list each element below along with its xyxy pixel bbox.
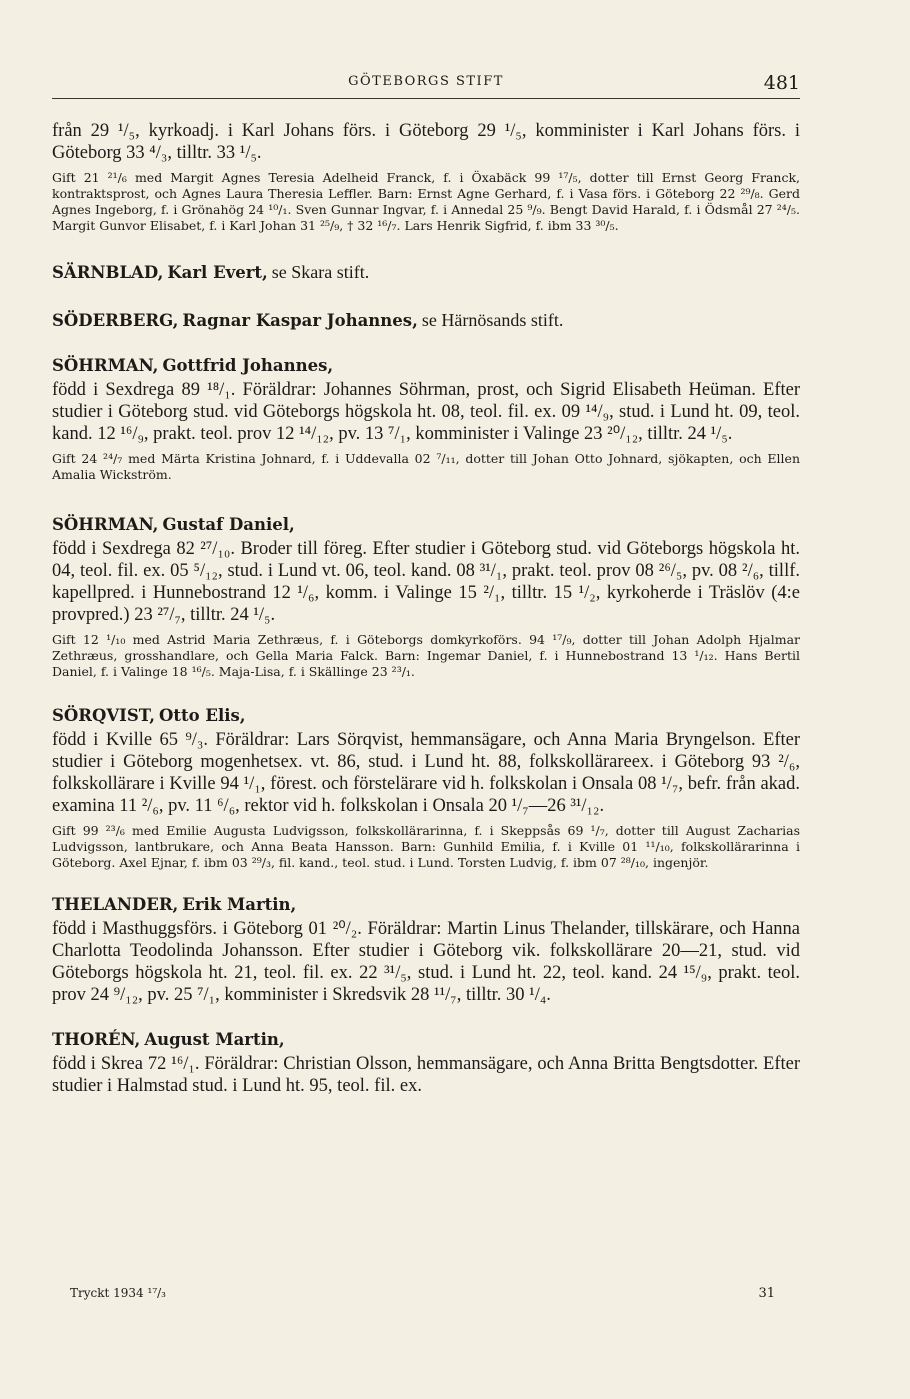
- entry-given-names: Erik Martin,: [182, 895, 297, 914]
- entry-body: från 29 ¹/₅, kyrkoadj. i Karl Johans förs. i Göteborg 29 ¹/₅, komminister i Karl Johans förs. i Göteborg 33 ⁴/₃, tilltr. 33 ¹/₅.: [52, 121, 800, 163]
- entry-body: född i Sexdrega 89 ¹⁸/₁. Föräldrar: Johannes Söhrman, prost, och Sigrid Elisabeth Heüman. Efter studier i Göteborg stud. vid Göteborgs högskola ht. 08, teol. fil. ex. 09 ¹⁴/₉, stud. i Lund ht. 09, teol. kand. 12 ¹⁶/₉, prakt. teol. prov 12 ¹⁴/₁₂, pv. 13 ⁷/₁, komminister i Valinge 23 ²⁰/₁₂, tilltr. 24 ¹/₅.: [52, 380, 800, 444]
- entry-body: född i Sexdrega 82 ²⁷/₁₀. Broder till föreg. Efter studier i Göteborg stud. vid Göteborgs högskola ht. 04, teol. fil. ex. 05 ⁵/₁₂, stud. i Lund vt. 06, teol. kand. 08 ³¹/₁, prakt. teol. prov 08 ²⁶/₅, pv. 08 ²/₆, tillf. kapellpred. i Hunnebostrand 12 ¹/₆, komm. i Valinge 15 ²/₁, tilltr. 15 ¹/₂, kyrkoherde i Träslöv (4:e provpred.) 23 ²⁷/₇, tilltr. 24 ¹/₅.: [52, 539, 800, 625]
- entry-given-names: Gustaf Daniel,: [162, 515, 295, 534]
- entry-given-names: Ragnar Kaspar Johannes,: [182, 311, 418, 330]
- entry-surname: SÄRNBLAD,: [52, 263, 164, 282]
- reference-entry: [52, 308, 800, 334]
- page-number: 481: [763, 72, 800, 94]
- page-footer: [70, 1286, 775, 1306]
- print-note: Tryckt 1934 ¹⁷/₃: [70, 1286, 166, 1300]
- cross-reference: se Skara stift.: [271, 262, 370, 282]
- running-title: GÖTEBORGS STIFT: [348, 74, 504, 89]
- entry-family: Gift 24 ²⁴/₇ med Märta Kristina Johnard, f. i Uddevalla 02 ⁷/₁₁, dotter till Johan Otto Johnard, sjökapten, och Ellen Amalia Wickström.: [52, 451, 800, 482]
- entry-given-names: Karl Evert,: [167, 263, 268, 282]
- entry-given-names: Otto Elis,: [159, 706, 246, 725]
- biography-entry: [52, 1028, 800, 1097]
- biography-entry: [52, 354, 800, 483]
- biography-entry: [52, 513, 800, 680]
- signature-mark: 31: [758, 1286, 775, 1301]
- reference-entry: [52, 260, 800, 286]
- entry-family: Gift 99 ²³/₆ med Emilie Augusta Ludvigsson, folkskollärarinna, f. i Skeppsås 69 ¹/₇, dotter till August Zacharias Ludvigsson, lantbrukare, och Anna Beata Hansson. Barn: Gunhild Emilia, f. i Kville 01 ¹¹/₁₀, folkskollärarinna i Göteborg. Axel Ejnar, f. ibm 03 ²⁹/₃, fil. kand., teol. stud. i Lund. Torsten Ludvig, f. ibm 07 ²⁸/₁₀, ingenjör.: [52, 823, 800, 870]
- page-header: [52, 68, 800, 99]
- page-content: [52, 120, 800, 1097]
- entry-given-names: August Martin,: [144, 1030, 285, 1049]
- entry-family: Gift 21 ²¹/₆ med Margit Agnes Teresia Adelheid Franck, f. i Öxabäck 99 ¹⁷/₅, dotter till Ernst Georg Franck, kontraktsprost, och Agnes Laura Theresia Leffler. Barn: Ernst Agne Gerhard, f. i Vasa förs. i Göteborg 22 ²⁹/₈. Gerd Agnes Ingeborg, f. i Grönahög 24 ¹⁰/₁. Sven Gunnar Ingvar, f. i Annedal 25 ⁹/₉. Bengt David Harald, f. i Ödsmål 27 ²⁴/₅. Margit Gunvor Elisabet, f. i Karl Johan 31 ²⁵/₉, † 32 ¹⁶/₇. Lars Henrik Sigfrid, f. ibm 33 ³⁰/₅.: [52, 170, 800, 233]
- entry-surname: THORÉN,: [52, 1030, 141, 1049]
- entry-given-names: Gottfrid Johannes,: [162, 356, 334, 375]
- entry-surname: SÖRQVIST,: [52, 706, 156, 725]
- entry-surname: SÖHRMAN,: [52, 356, 159, 375]
- entry-family: Gift 12 ¹/₁₀ med Astrid Maria Zethræus, f. i Göteborgs domkyrkoförs. 94 ¹⁷/₉, dotter till Johan Adolph Hjalmar Zethræus, grosshandlare, och Gella Maria Falck. Barn: Ingemar Daniel, f. i Hunnebostrand 13 ¹/₁₂. Hans Bertil Daniel, f. i Valinge 18 ¹⁶/₅. Maja-Lisa, f. i Skällinge 23 ²³/₁.: [52, 632, 800, 679]
- entry-surname: THELANDER,: [52, 895, 179, 914]
- biography-entry: [52, 704, 800, 871]
- entry-surname: SÖDERBERG,: [52, 311, 179, 330]
- entry-body: född i Masthuggsförs. i Göteborg 01 ²⁰/₂. Föräldrar: Martin Linus Thelander, tillskärare, och Hanna Charlotta Teodolinda Johansson. Efter studier i Göteborg vik. folkskollärare 20—21, stud. vid Göteborgs högskola ht. 21, teol. fil. ex. 22 ³¹/₅, stud. i Lund ht. 22, teol. kand. 24 ¹⁵/₉, prakt. teol. prov 24 ⁹/₁₂, pv. 25 ⁷/₁, komminister i Skredsvik 28 ¹¹/₇, tilltr. 30 ¹/₄.: [52, 919, 800, 1005]
- cross-reference: se Härnösands stift.: [421, 310, 564, 330]
- entry-body: född i Kville 65 ⁹/₃. Föräldrar: Lars Sörqvist, hemmansägare, och Anna Maria Bryngelson. Efter studier i Göteborg mogenhetsex. vt. 86, stud. i Lund ht. 88, folkskollärareex. i Göteborg 93 ²/₆, folkskollärare i Kville 94 ¹/₁, förest. och förstelärare vid h. folkskolan i Onsala 08 ¹/₇, befr. från akad. examina 11 ²/₆, pv. 11 ⁶/₆, rektor vid h. folkskolan i Onsala 20 ¹/₇—26 ³¹/₁₂.: [52, 730, 800, 816]
- entry-body: född i Skrea 72 ¹⁶/₁. Föräldrar: Christian Olsson, hemmansägare, och Anna Britta Bengtsdotter. Efter studier i Halmstad stud. i Lund ht. 95, teol. fil. ex.: [52, 1054, 800, 1096]
- entry-surname: SÖHRMAN,: [52, 515, 159, 534]
- continuation-entry: [52, 120, 800, 234]
- biography-entry: [52, 893, 800, 1006]
